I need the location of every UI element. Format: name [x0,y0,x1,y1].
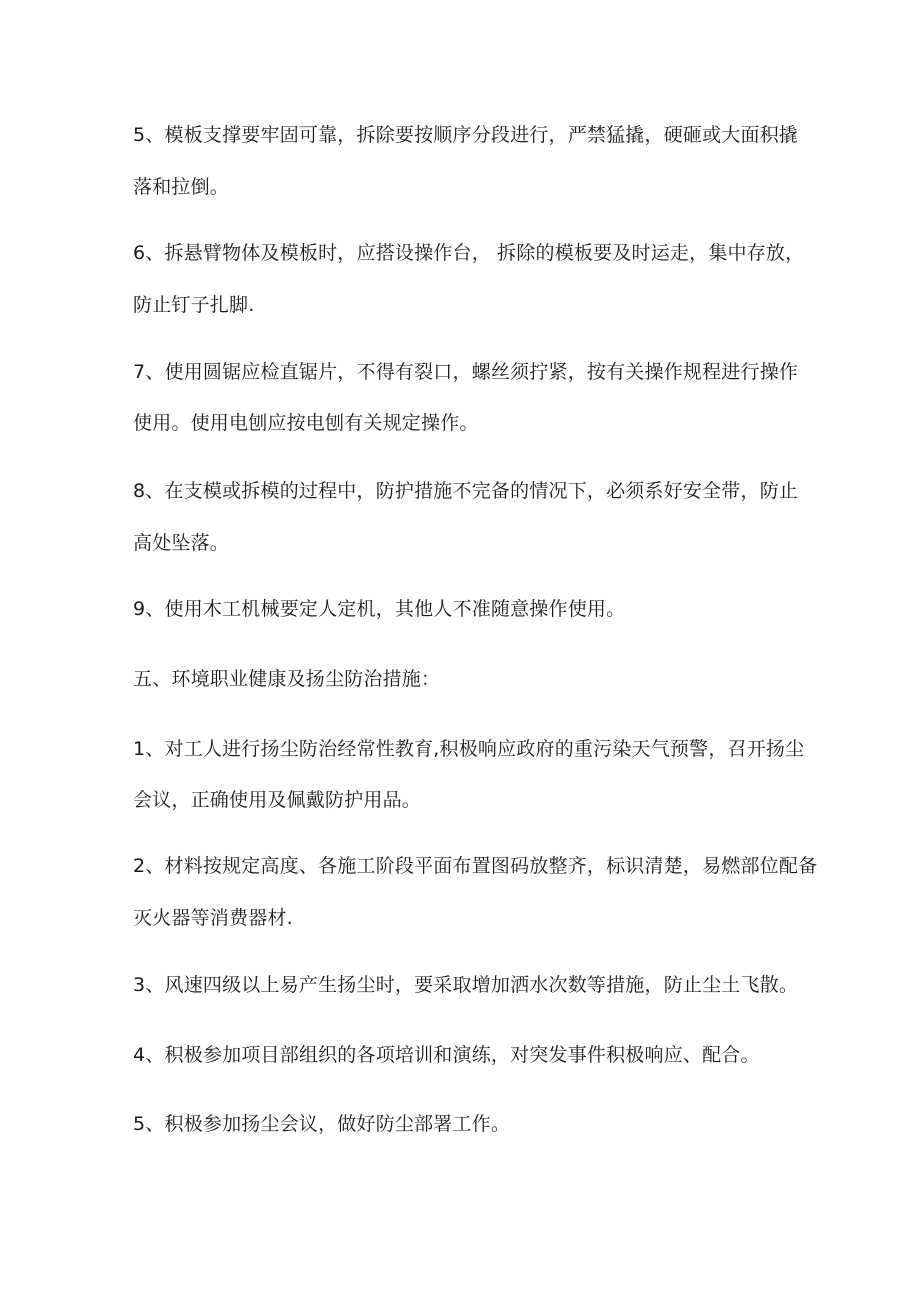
paragraph-4-line-2: 高处坠落。 [133,532,230,554]
paragraph-7-line-2: 会议，正确使用及佩戴防护用品。 [133,789,422,811]
paragraph-10-line-1: 4、积极参加项目部组织的各项培训和演练，对突发事件积极响应、配合。 [133,1044,760,1066]
paragraph-3-line-1: 7、使用圆锯应检直锯片，不得有裂口，螺丝须拧紧，按有关操作规程进行操作 [133,361,799,383]
paragraph-11-line-1: 5、积极参加扬尘会议，做好防尘部署工作。 [133,1113,511,1135]
paragraph-3-line-2: 使用。使用电刨应按电刨有关规定操作。 [133,412,479,434]
paragraph-1-line-1: 5、模板支撑要牢固可靠，拆除要按顺序分段进行，严禁猛撬，硬砸或大面积撬 [133,124,799,146]
paragraph-4-line-1: 8、在支模或拆模的过程中，防护措施不完备的情况下，必须系好安全带，防止 [133,480,799,502]
paragraph-2-line-2: 防止钉子扎脚. [133,294,255,316]
paragraph-2-line-1: 6、拆悬臂物体及模板时，应搭设操作台， 拆除的模板要及时运走，集中存放， [133,242,805,264]
paragraph-8-line-1: 2、材料按规定高度、各施工阶段平面布置图码放整齐，标识清楚，易燃部位配备 [133,855,818,877]
paragraph-7-line-1: 1、对工人进行扬尘防治经常性教育,积极响应政府的重污染天气预警，召开扬尘 [133,738,805,760]
paragraph-9-line-1: 3、风速四级以上易产生扬尘时，要采取增加洒水次数等措施，防止尘土飞散。 [133,974,799,996]
section-heading: 五、环境职业健康及扬尘防治措施： [133,668,441,690]
paragraph-1-line-2: 落和拉倒。 [133,176,230,198]
paragraph-8-line-2: 灭火器等消费器材. [133,907,293,929]
paragraph-5-line-1: 9、使用木工机械要定人定机，其他人不准随意操作使用。 [133,598,626,620]
